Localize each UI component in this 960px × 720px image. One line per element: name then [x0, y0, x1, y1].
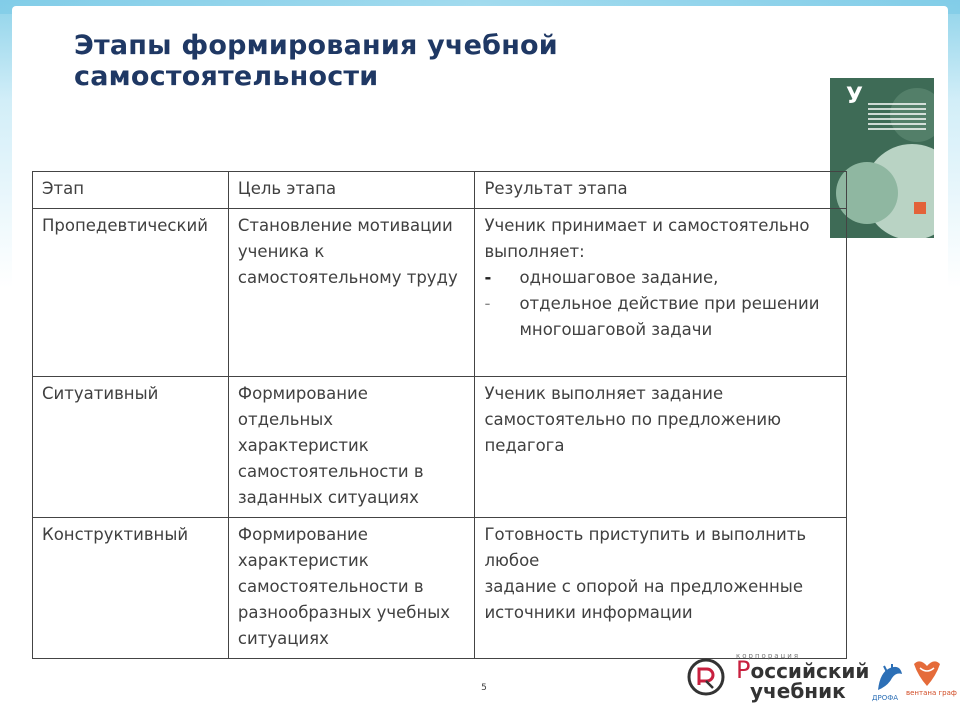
drofa-logo-icon [874, 660, 906, 696]
stage-cell: Ситуативный [33, 377, 229, 518]
list-item-text: одношаговое задание, [519, 268, 719, 287]
table-row [33, 209, 847, 377]
goal-cell: Формирование характеристик самостоятельности в разнообразных учебных ситуациях [228, 518, 475, 659]
drofa-label: ДРОФА [872, 694, 899, 702]
russian-textbook-brand [736, 652, 869, 701]
stages-table [32, 171, 847, 659]
brand-subtitle: учебник [750, 679, 846, 703]
header-result: Результат этапа [475, 172, 847, 209]
result-list-item [484, 265, 838, 291]
stage-cell: Пропедевтический [33, 209, 229, 377]
result-intro: Ученик принимает и самостоятельно выполняет: [484, 216, 810, 261]
header-stage: Этап [33, 172, 229, 209]
page-number: 5 [481, 683, 487, 693]
brand-first-letter: Р [736, 656, 751, 684]
cover-letter: У [846, 84, 863, 109]
cover-publisher-logo-icon [914, 202, 926, 214]
brand-name-rest: оссийский [750, 659, 870, 683]
header-goal: Цель этапа [228, 172, 475, 209]
slide-title: Этапы формирования учебной самостоятельности [74, 30, 558, 92]
stage-cell: Конструктивный [33, 518, 229, 659]
russian-textbook-logo-icon [686, 657, 726, 697]
ventana-graf-logo-icon [910, 656, 944, 692]
result-cell: Ученик выполняет задание самостоятельно по предложению педагога [475, 377, 847, 518]
cover-title-lines [868, 100, 926, 133]
goal-cell: Формирование отдельных характеристик самостоятельности в заданных ситуациях [228, 377, 475, 518]
result-cell [475, 209, 847, 377]
list-item-text: отдельное действие при решении многошаговой задачи [519, 294, 820, 339]
table-header-row [33, 172, 847, 209]
brand-corp-label: корпорация [736, 652, 801, 660]
table-row [33, 518, 847, 659]
result-list-item [484, 291, 838, 343]
goal-cell: Становление мотивации ученика к самостоятельному труду [228, 209, 475, 377]
result-cell [475, 518, 847, 659]
ventana-graf-label: вентана граф [906, 689, 957, 697]
result-line: задание с опорой на предложенные источники информации [484, 577, 803, 622]
result-line: Готовность приступить и выполнить любое [484, 525, 807, 570]
list-marker: - [484, 294, 491, 313]
list-marker: - [484, 268, 492, 287]
table-row [33, 377, 847, 518]
